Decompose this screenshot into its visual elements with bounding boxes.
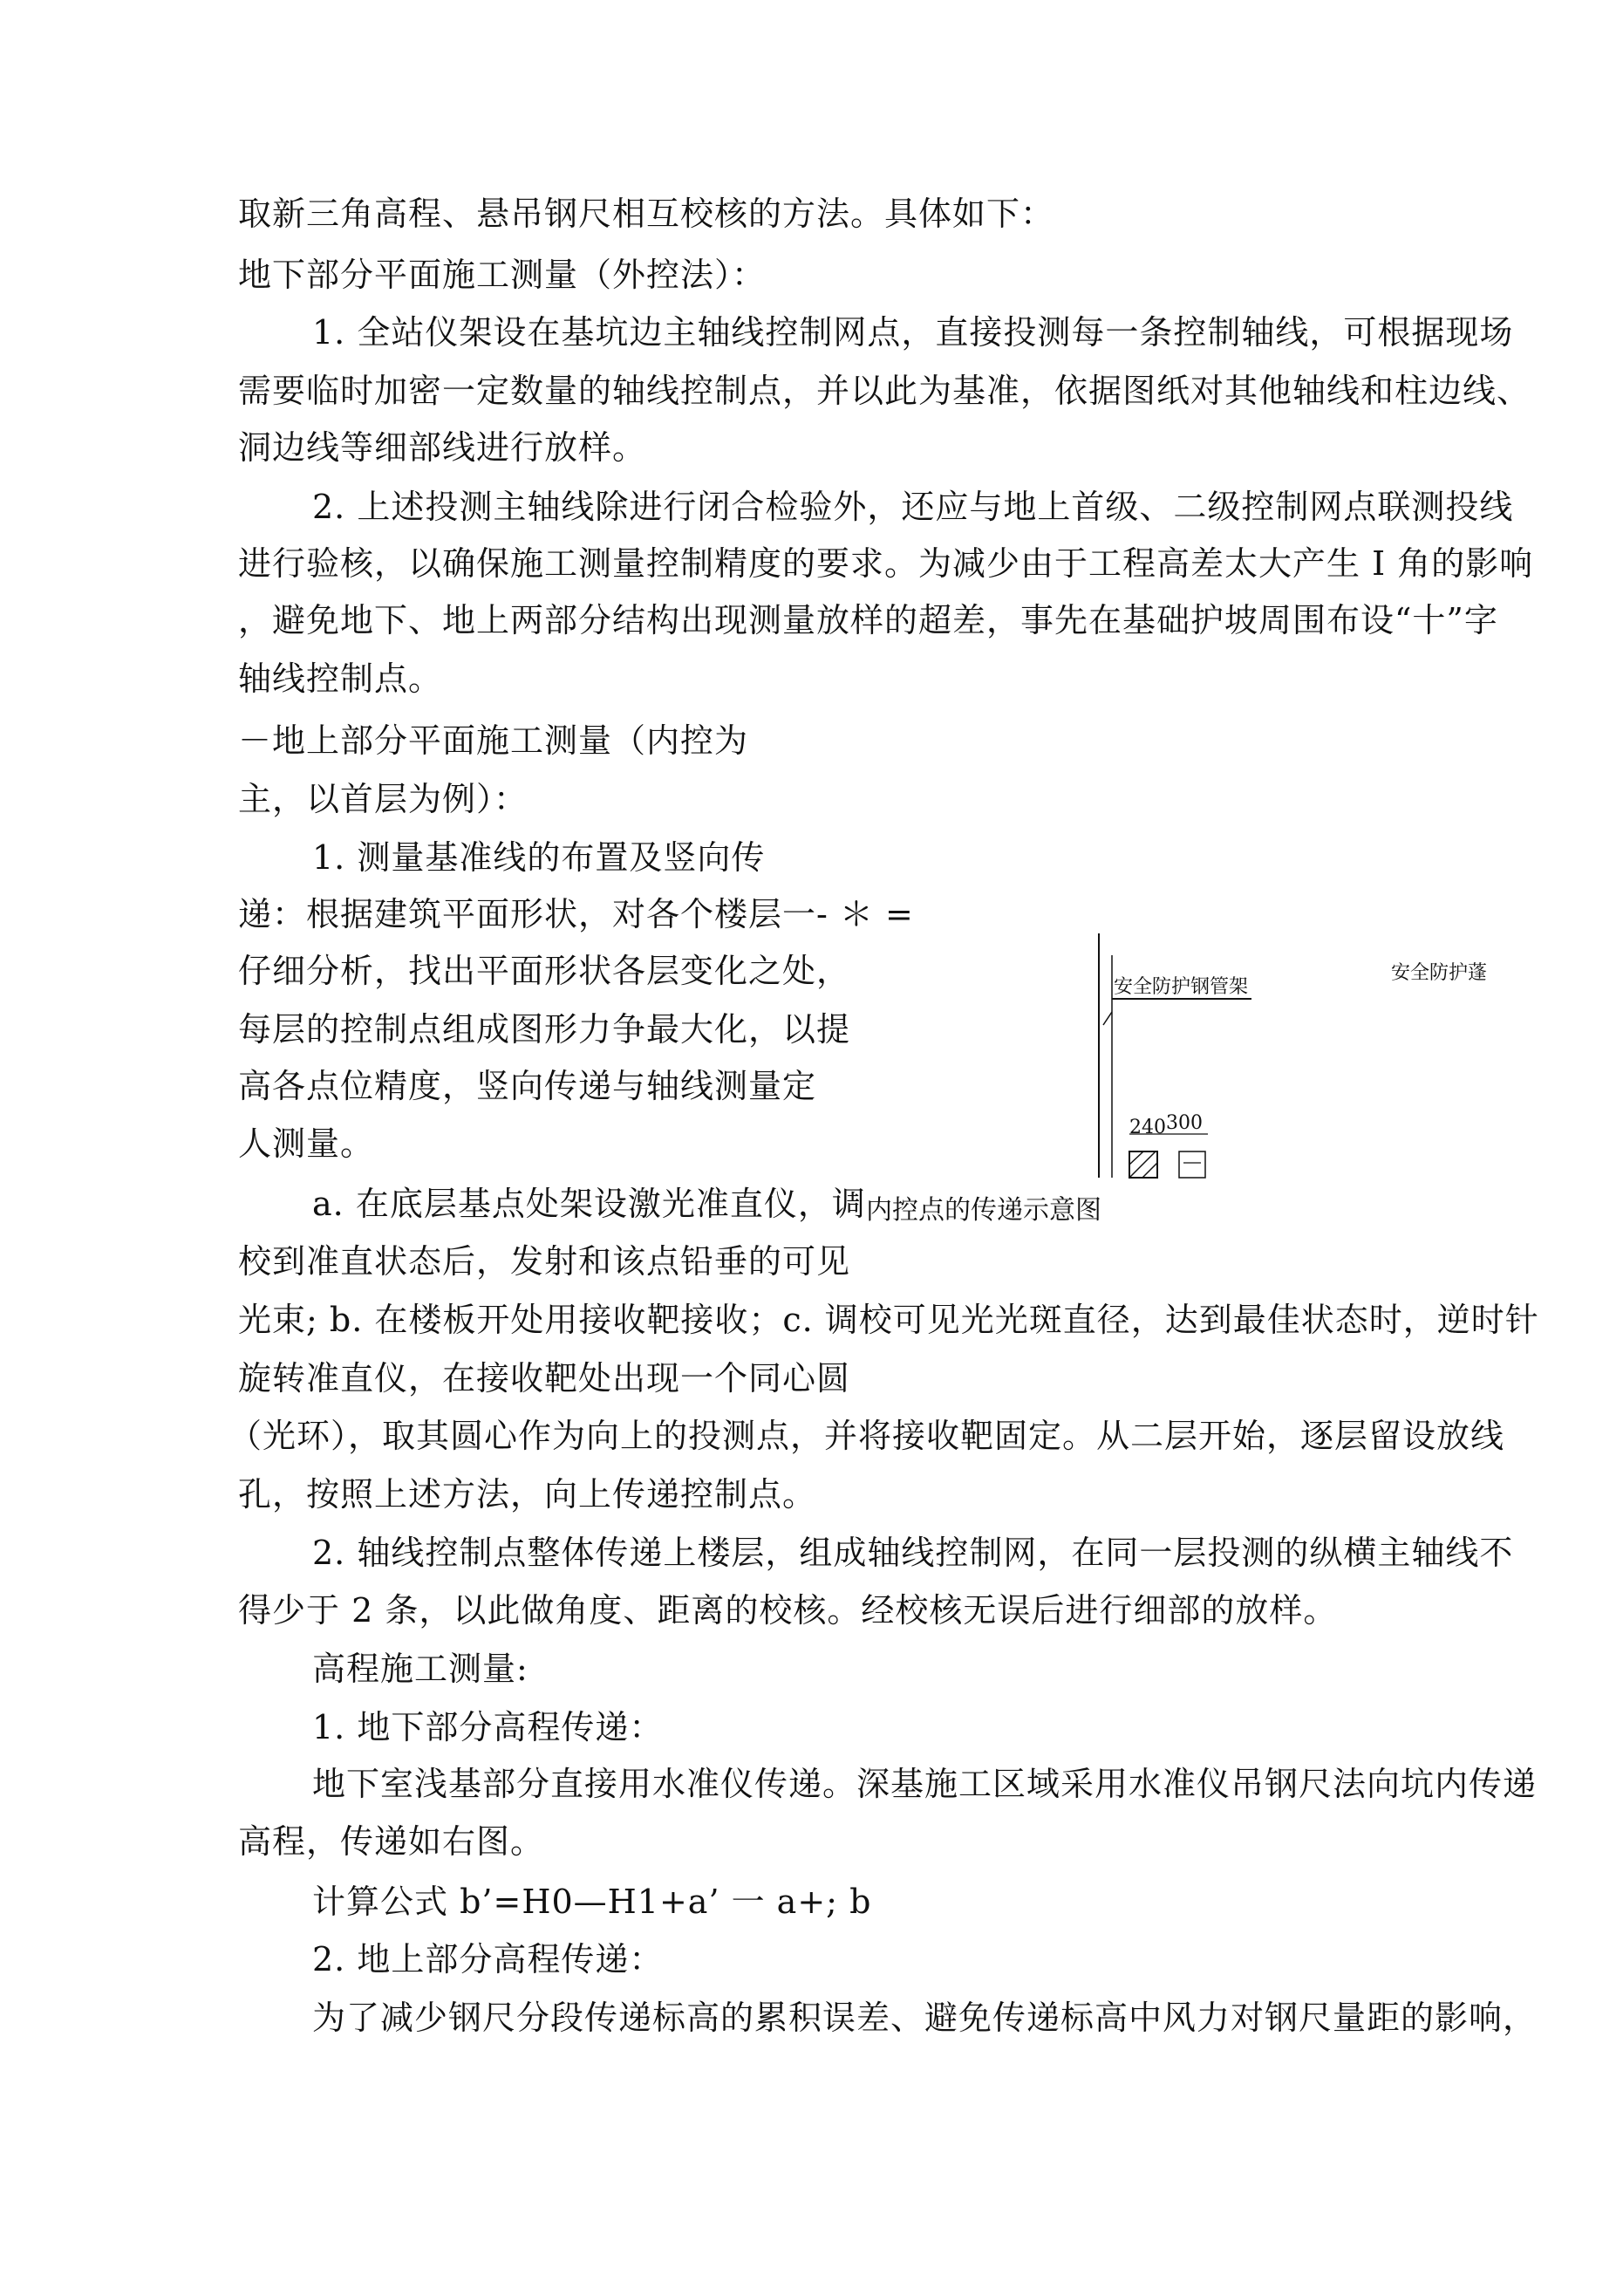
text-line-4: 需要临时加密一定数量的轴线控制点，并以此为基准，依据图纸对其他轴线和柱边线、	[238, 372, 1531, 410]
text-line-26: 高程施工测量:	[312, 1650, 528, 1688]
text-line-16: 高各点位精度，竖向传递与轴线测量定	[238, 1067, 817, 1105]
steel-frame-label: 安全防护钢管架	[1114, 976, 1249, 998]
text-line-12: 1. 测量基准线的布置及竖向传	[312, 838, 766, 877]
text-line-8: ，避免地下、地上两部分结构出现测量放样的超差，事先在基础护坡周围布设“十”字	[238, 601, 1498, 639]
text-line-13: 递：根据建筑平面形状，对各个楼层一- ＊ =	[238, 895, 914, 933]
text-line-31: 2. 地上部分高程传递：	[312, 1940, 664, 1978]
text-line-22: （光环），取其圆心作为向上的投测点，并将接收靶固定。从二层开始，逐层留设放线	[228, 1417, 1505, 1455]
text-line-17: 人测量。	[238, 1124, 375, 1163]
open-block	[1179, 1151, 1205, 1178]
text-line-7: 进行验核，以确保施工测量控制精度的要求。为减少由于工程高差太大产生 I 角的影响	[238, 544, 1534, 583]
dimension-240: 240	[1129, 1117, 1166, 1138]
text-line-5: 洞边线等细部线进行放样。	[238, 428, 647, 467]
dimension-300: 300	[1166, 1112, 1203, 1134]
text-line-9: 轴线控制点。	[238, 659, 443, 698]
text-line-10: －地上部分平面施工测量（内控为	[238, 721, 749, 760]
text-line-27: 1. 地下部分高程传递：	[312, 1708, 664, 1746]
internal-control-transfer-figure	[1095, 929, 1548, 1182]
text-line-32: 为了减少钢尺分段传递标高的累积误差、避免传递标高中风力对钢尺量距的影响，	[312, 1999, 1538, 2037]
text-line-29: 高程，传递如右图。	[238, 1822, 545, 1861]
frame-slash	[1103, 1012, 1112, 1025]
text-line-6: 2. 上述投测主轴线除进行闭合检验外，还应与地上首级、二级控制网点联测投线	[312, 488, 1514, 526]
text-line-3: 1. 全站仪架设在基坑边主轴线控制网点，直接投测每一条控制轴线，可根据现场	[312, 313, 1514, 352]
text-line-18: a. 在底层基点处架设激光准直仪，调	[312, 1185, 866, 1223]
text-line-30: 计算公式 b’=H0—H1+a’ 一 a+; b	[312, 1883, 872, 1921]
text-line-25: 得少于 2 条，以此做角度、距离的校核。经校核无误后进行细部的放样。	[238, 1591, 1338, 1630]
text-line-28: 地下室浅基部分直接用水准仪传递。深基施工区域采用水准仪吊钢尺法向坑内传递	[312, 1765, 1538, 1803]
text-line-24: 2. 轴线控制点整体传递上楼层，组成轴线控制网，在同一层投测的纵横主轴线不	[312, 1534, 1514, 1572]
text-line-19: 校到准直状态后，发射和该点铅垂的可见	[238, 1242, 851, 1281]
text-line-1: 取新三角高程、悬吊钢尺相互校核的方法。具体如下：	[238, 195, 1055, 233]
text-line-14: 仔细分析，找出平面形状各层变化之处，	[238, 952, 851, 990]
text-line-2: 地下部分平面施工测量（外控法）：	[238, 256, 767, 294]
figure-caption: 内控点的传递示意图	[866, 1195, 1101, 1226]
canopy-label: 安全防护蓬	[1391, 962, 1488, 984]
text-line-11: 主，以首层为例）：	[238, 780, 528, 818]
text-line-21: 旋转准直仪，在接收靶处出现一个同心圆	[238, 1359, 851, 1397]
text-line-23: 孔，按照上述方法，向上传递控制点。	[238, 1475, 817, 1514]
text-line-20: 光束; b. 在楼板开处用接收靶接收；c. 调校可见光光斑直径，达到最佳状态时，逆时针	[238, 1301, 1539, 1339]
text-line-15: 每层的控制点组成图形力争最大化，以提	[238, 1010, 851, 1049]
